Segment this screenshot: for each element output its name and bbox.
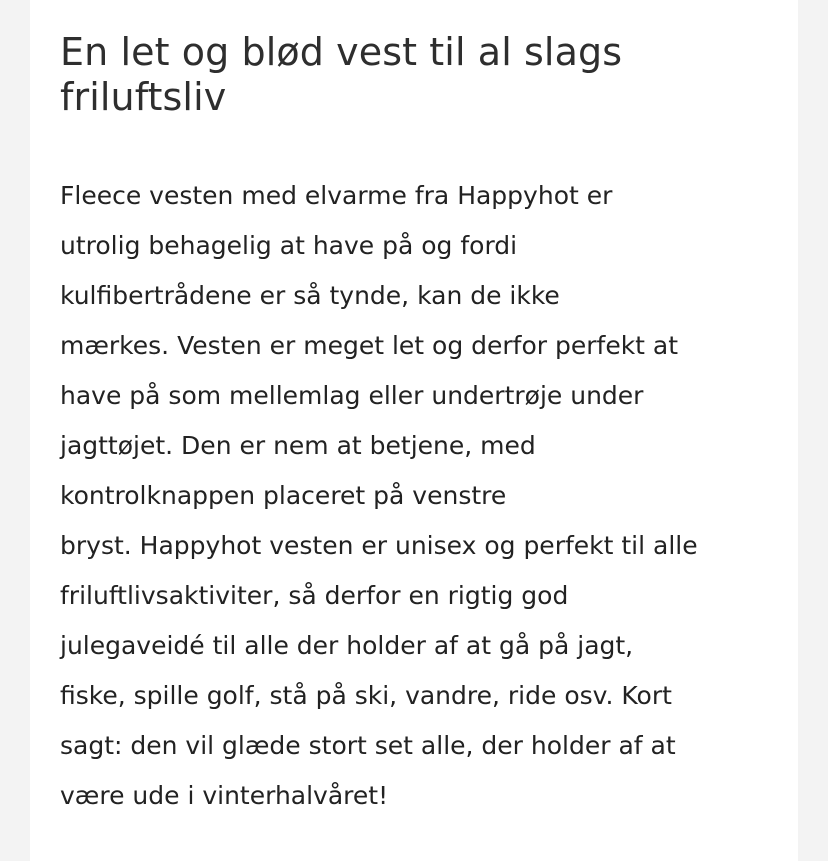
article-body	[60, 171, 780, 821]
article-body-line: friluftlivsaktiviter, så derfor en rigtig god	[60, 581, 569, 610]
article-body-line: bryst. Happyhot vesten er unisex og perfekt til alle	[60, 531, 698, 560]
article-body-line: mærkes. Vesten er meget let og derfor perfekt at	[60, 331, 679, 360]
article-body-line: jagttøjet. Den er nem at betjene, med	[60, 431, 536, 460]
article-body-line: utrolig behagelig at have på og fordi	[60, 231, 518, 260]
article-card	[30, 0, 798, 861]
article-body-line: Fleece vesten med elvarme fra Happyhot er	[60, 181, 613, 210]
article-body-line: kontrolknappen placeret på venstre	[60, 481, 507, 510]
article-body-line: fiske, spille golf, stå på ski, vandre, ride osv. Kort	[60, 681, 672, 710]
article-body-line: kulfibertrådene er så tynde, kan de ikke	[60, 281, 560, 310]
article-body-line: sagt: den vil glæde stort set alle, der holder af at	[60, 731, 676, 760]
article-title	[60, 30, 740, 120]
article-title-line: friluftsliv	[60, 75, 227, 119]
article-body-line: have på som mellemlag eller undertrøje under	[60, 381, 644, 410]
article-title-line: En let og blød vest til al slags	[60, 30, 623, 74]
article-body-line: julegaveidé til alle der holder af at gå på jagt,	[60, 631, 634, 660]
article-body-line: være ude i vinterhalvåret!	[60, 781, 389, 810]
